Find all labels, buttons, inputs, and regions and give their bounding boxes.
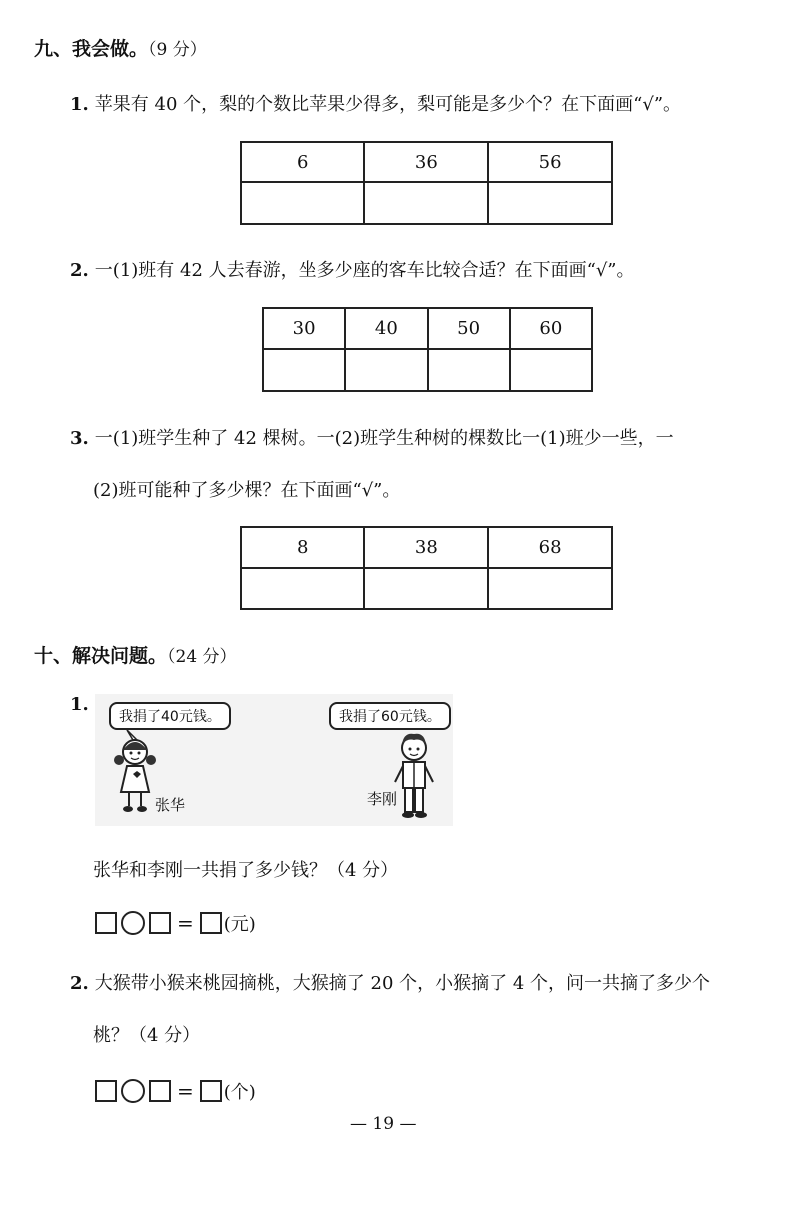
answer-table-9-1 — [240, 141, 613, 225]
question-number: 1. — [70, 94, 89, 115]
option-cell: 50 — [428, 308, 510, 349]
equals-sign: = — [177, 1079, 194, 1103]
question-9-3-line2: (2)班可能种了多少棵？在下面画“√”。 — [93, 480, 401, 501]
check-cell[interactable] — [241, 182, 364, 224]
check-cell[interactable] — [488, 568, 612, 609]
question-9-2 — [70, 256, 635, 282]
check-cell[interactable] — [241, 568, 364, 609]
question-text: 一(1)班有 42 人去春游，坐多少座的客车比较合适？在下面画“√”。 — [94, 260, 635, 281]
question-text: 大猴带小猴来桃园摘桃，大猴摘了 20 个，小猴摘了 4 个，问一共摘了多少个 — [94, 973, 711, 994]
question-text: 苹果有 40 个，梨的个数比苹果少得多，梨可能是多少个？在下面画“√”。 — [94, 94, 682, 115]
section-10-points: （24 分） — [167, 647, 237, 667]
section-9-points: （9 分） — [148, 40, 207, 60]
option-cell: 30 — [263, 308, 345, 349]
girl-speech-bubble: 我捐了40元钱。 — [109, 702, 231, 730]
equation-10-1 — [95, 910, 256, 936]
operand-box[interactable] — [149, 1080, 171, 1102]
operator-circle[interactable] — [121, 911, 145, 935]
unit-label: (元) — [223, 914, 256, 935]
question-10-1-number — [70, 694, 95, 715]
option-cell: 40 — [345, 308, 427, 349]
boy-name: 李刚 — [367, 790, 398, 808]
check-cell[interactable] — [510, 349, 592, 391]
section-9-title — [34, 34, 207, 61]
answer-table-9-2 — [262, 307, 593, 392]
illustration-panel — [95, 694, 453, 826]
operand-box[interactable] — [95, 1080, 117, 1102]
option-cell: 8 — [241, 527, 364, 568]
boy-figure-icon — [390, 730, 438, 820]
boy-speech-bubble: 我捐了60元钱。 — [329, 702, 451, 730]
girl-figure-icon — [113, 730, 157, 816]
check-cell[interactable] — [428, 349, 510, 391]
check-cell[interactable] — [345, 349, 427, 391]
section-9-label: 九、我会做。 — [34, 38, 149, 60]
question-number: 1. — [70, 694, 89, 715]
check-cell[interactable] — [364, 568, 488, 609]
question-10-1-text: 张华和李刚一共捐了多少钱？（4 分） — [93, 860, 399, 881]
result-box[interactable] — [200, 1080, 222, 1102]
question-text: 一(1)班学生种了 42 棵树。一(2)班学生种树的棵数比一(1)班少一些，一 — [94, 428, 674, 449]
section-10-title — [34, 641, 237, 668]
page-number: — 19 — — [350, 1114, 417, 1134]
section-10-label: 十、解决问题。 — [34, 645, 168, 667]
question-9-1 — [70, 90, 681, 116]
option-cell: 6 — [241, 142, 364, 182]
operator-circle[interactable] — [121, 1079, 145, 1103]
question-10-2-line1 — [70, 969, 710, 995]
girl-name: 张华 — [155, 796, 186, 814]
question-number: 2. — [70, 260, 89, 281]
question-9-3-line1 — [70, 424, 674, 450]
operand-box[interactable] — [95, 912, 117, 934]
check-cell[interactable] — [488, 182, 612, 224]
check-cell[interactable] — [263, 349, 345, 391]
question-10-2-line2: 桃？（4 分） — [93, 1025, 201, 1046]
option-cell: 60 — [510, 308, 592, 349]
option-cell: 68 — [488, 527, 612, 568]
equals-sign: = — [177, 911, 194, 935]
check-cell[interactable] — [364, 182, 488, 224]
option-cell: 38 — [364, 527, 488, 568]
question-number: 2. — [70, 973, 89, 994]
question-number: 3. — [70, 428, 89, 449]
answer-table-9-3 — [240, 526, 613, 610]
unit-label: (个) — [223, 1082, 256, 1103]
option-cell: 36 — [364, 142, 488, 182]
equation-10-2 — [95, 1078, 256, 1104]
option-cell: 56 — [488, 142, 612, 182]
result-box[interactable] — [200, 912, 222, 934]
operand-box[interactable] — [149, 912, 171, 934]
